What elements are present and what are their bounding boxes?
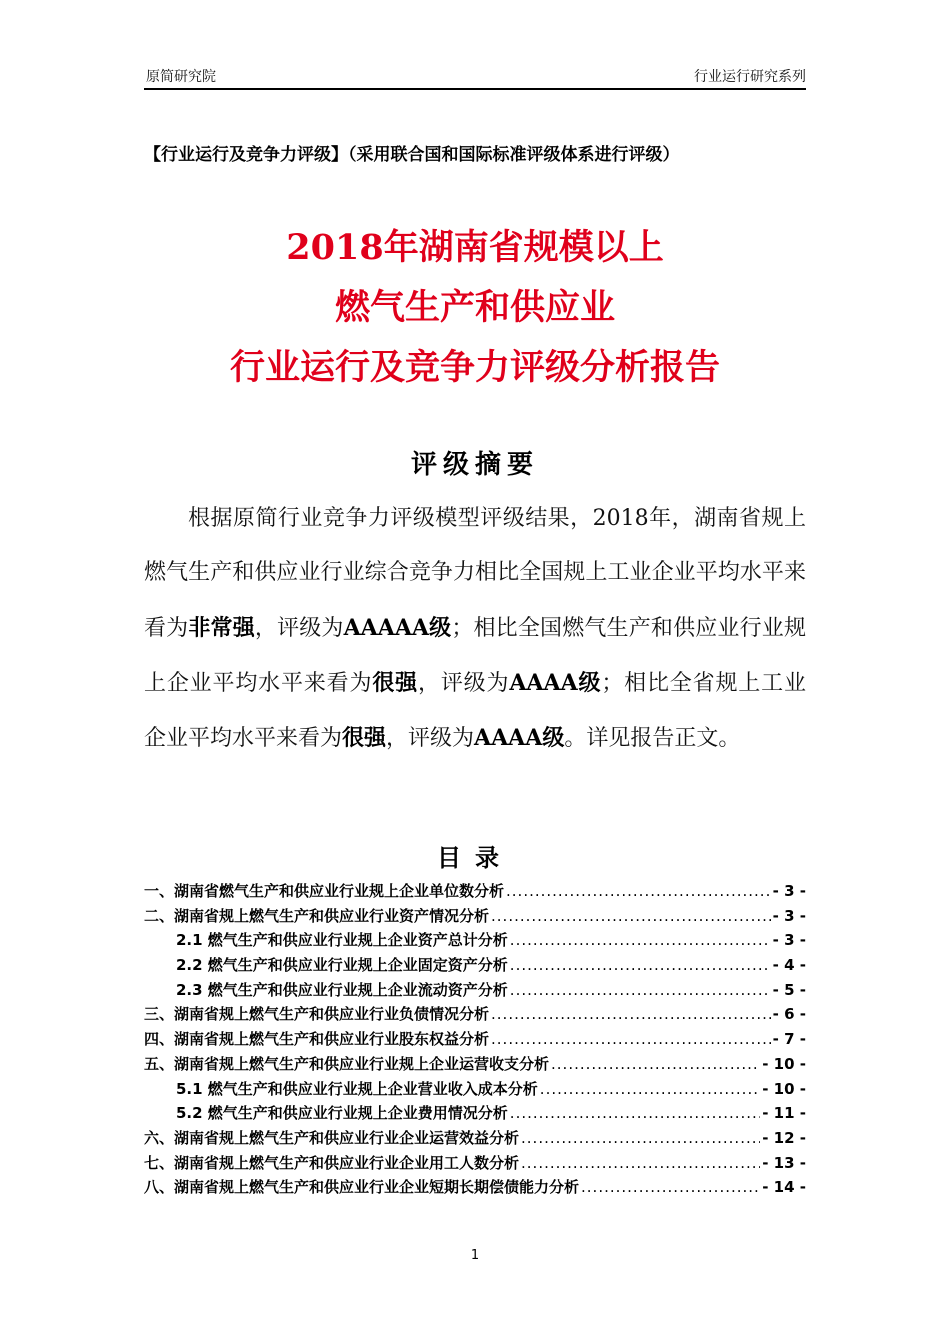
toc-subitem[interactable] bbox=[144, 954, 806, 979]
toc-subitem[interactable] bbox=[144, 1078, 806, 1103]
header-left-text: 原简研究院 bbox=[146, 69, 216, 85]
toc-item-title: 四、湖南省规上燃气生产和供应业行业股东权益分析 bbox=[144, 1030, 490, 1049]
toc-leader bbox=[540, 1080, 760, 1098]
toc-leader bbox=[551, 1055, 760, 1073]
toc-leader bbox=[491, 907, 771, 925]
toc-item-page: - 10 - bbox=[762, 1079, 806, 1098]
summary-text: ；相比全省规上工业企业平均水平来看为 bbox=[144, 670, 806, 752]
toc-leader bbox=[506, 882, 771, 900]
toc-item[interactable] bbox=[144, 1127, 806, 1152]
toc-item-title: 2.2 燃气生产和供应业行业规上企业固定资产分析 bbox=[176, 956, 508, 975]
toc-item-title: 一、湖南省燃气生产和供应业行业规上企业单位数分析 bbox=[144, 882, 505, 900]
toc-leader bbox=[510, 956, 771, 974]
toc-heading: 目录 bbox=[437, 844, 513, 872]
toc-item[interactable] bbox=[144, 1028, 806, 1053]
toc-item[interactable] bbox=[144, 1176, 806, 1201]
summary-text: ，评级为 bbox=[418, 670, 510, 696]
summary-text: ；相比全国燃气生产和供应业行业规上企业平均水平来看为 bbox=[144, 615, 806, 696]
summary-emphasis: 很强 bbox=[342, 725, 387, 752]
toc-item[interactable] bbox=[144, 905, 806, 930]
toc-item-page: - 6 - bbox=[772, 1005, 806, 1024]
toc-item-page: - 13 - bbox=[762, 1153, 806, 1172]
summary-paragraph bbox=[144, 492, 806, 766]
toc-item[interactable] bbox=[144, 1152, 806, 1177]
toc-item-title: 5.2 燃气生产和供应业行业规上企业费用情况分析 bbox=[176, 1104, 508, 1123]
header-divider bbox=[144, 88, 806, 90]
page-number: 1 bbox=[470, 1248, 480, 1263]
table-of-contents bbox=[144, 880, 806, 1201]
summary-emphasis: AAAAA级 bbox=[343, 614, 452, 641]
summary-emphasis: 非常强 bbox=[188, 614, 255, 641]
toc-item-title: 七、湖南省规上燃气生产和供应业行业企业用工人数分析 bbox=[144, 1153, 520, 1172]
toc-leader bbox=[510, 981, 771, 999]
rating-subtitle: 【行业运行及竞争力评级】（采用联合国和国际标准评级体系进行评级） bbox=[144, 145, 680, 165]
toc-leader bbox=[491, 1030, 771, 1048]
summary-emphasis: AAAA级 bbox=[474, 725, 565, 752]
toc-item-page: - 10 - bbox=[762, 1054, 806, 1073]
toc-item[interactable] bbox=[144, 1053, 806, 1078]
toc-leader bbox=[510, 931, 771, 949]
toc-item-page: - 4 - bbox=[772, 956, 806, 975]
summary-emphasis: AAAA级 bbox=[509, 669, 602, 696]
toc-subitem[interactable] bbox=[144, 929, 806, 954]
toc-item-title: 三、湖南省规上燃气生产和供应业行业负债情况分析 bbox=[144, 1005, 490, 1024]
toc-item-title: 2.3 燃气生产和供应业行业规上企业流动资产分析 bbox=[176, 980, 508, 999]
toc-item-title: 2.1 燃气生产和供应业行业规上企业资产总计分析 bbox=[176, 931, 508, 950]
toc-item-page: - 7 - bbox=[772, 1030, 806, 1049]
toc-item-title: 5.1 燃气生产和供应业行业规上企业营业收入成本分析 bbox=[176, 1079, 538, 1098]
toc-item-page: - 14 - bbox=[762, 1178, 806, 1197]
summary-text: 。详见报告正文。 bbox=[564, 726, 741, 752]
toc-item-title: 六、湖南省规上燃气生产和供应业行业企业运营效益分析 bbox=[144, 1128, 520, 1147]
toc-leader bbox=[491, 1005, 771, 1023]
toc-item-title: 八、湖南省规上燃气生产和供应业行业企业短期长期偿债能力分析 bbox=[144, 1178, 580, 1197]
summary-text: ，评级为 bbox=[254, 615, 344, 641]
toc-item-page: - 5 - bbox=[772, 980, 806, 999]
toc-item-page: - 3 - bbox=[772, 906, 806, 925]
report-title-line-3: 行业运行及竞争力评级分析报告 bbox=[229, 347, 720, 388]
summary-text: 根据原简行业竞争力评级模型评级结果，2018年，湖南省规上燃气生产和供应业行业综合竞争力相比全国规上工业企业平均水平来看为 bbox=[144, 506, 806, 641]
toc-item[interactable] bbox=[144, 880, 806, 905]
toc-leader bbox=[521, 1129, 760, 1147]
report-title-line-2: 燃气生产和供应业 bbox=[334, 287, 615, 328]
toc-subitem[interactable] bbox=[144, 979, 806, 1004]
summary-emphasis: 很强 bbox=[372, 669, 419, 696]
toc-subitem[interactable] bbox=[144, 1102, 806, 1127]
toc-item-page: - 12 - bbox=[762, 1128, 806, 1147]
toc-item-page: - 3 - bbox=[772, 882, 806, 900]
toc-item-title: 五、湖南省规上燃气生产和供应业行业规上企业运营收支分析 bbox=[144, 1054, 550, 1073]
toc-item-page: - 3 - bbox=[772, 931, 806, 950]
toc-item-page: - 11 - bbox=[762, 1104, 806, 1123]
toc-leader bbox=[510, 1104, 760, 1122]
summary-text: ，评级为 bbox=[386, 726, 475, 752]
toc-leader bbox=[581, 1178, 760, 1196]
summary-heading: 评级摘要 bbox=[410, 450, 539, 480]
toc-item-title: 二、湖南省规上燃气生产和供应业行业资产情况分析 bbox=[144, 906, 490, 925]
toc-leader bbox=[521, 1154, 760, 1172]
toc-item[interactable] bbox=[144, 1003, 806, 1028]
report-title-line-1: 2018年湖南省规模以上 bbox=[286, 227, 664, 268]
header-right-text: 行业运行研究系列 bbox=[694, 69, 806, 85]
